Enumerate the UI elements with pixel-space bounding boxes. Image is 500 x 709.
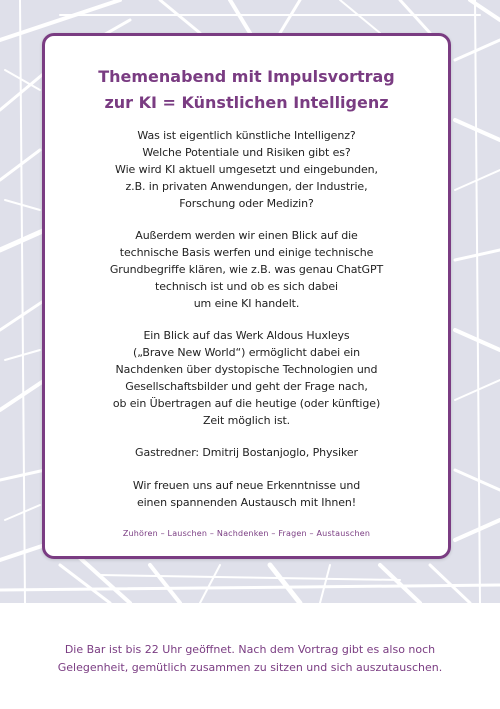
text-line: Was ist eigentlich künstliche Intelligenz? [137,129,356,142]
text-line: technisch ist und ob es sich dabei [154,280,339,293]
text-line: Wir freuen uns auf neue Erkenntnisse und [132,479,361,492]
text-line: Forschung oder Medizin? [179,197,314,210]
text-line: Nachdenken über dystopische Technologien und [115,363,378,376]
event-title [45,64,448,116]
text-line: Gesellschaftsbilder und geht der Frage nach, [125,380,368,393]
footer-note [0,641,500,677]
text-line: Welche Potentiale und Risiken gibt es? [142,146,351,159]
text-line: ob ein Übertragen auf die heutige (oder künftige) [112,397,381,410]
text-line: einen spannenden Austausch mit Ihnen! [136,496,357,509]
event-title-line: zur KI = Künstlichen Intelligenz [104,93,389,112]
text-line: Ein Blick auf das Werk Aldous Huxleys [143,329,350,342]
technical-basis-paragraph [45,227,448,312]
text-line: z.B. in privaten Anwendungen, der Industrie, [125,180,368,193]
text-line: technische Basis werfen und einige technische [119,246,374,259]
text-line: Außerdem werden wir einen Blick auf die [135,229,358,242]
text-line: Gastredner: Dmitrij Bostanjoglo, Physiker [135,446,358,459]
closing-paragraph [45,477,448,511]
text-line: Wie wird KI aktuell umgesetzt und eingebunden, [115,163,378,176]
intro-paragraph [45,127,448,212]
guest-speaker [45,444,448,461]
tagline: Zuhören – Lauschen – Nachdenken – Fragen – Austauschen [122,529,371,538]
footer-line: Die Bar ist bis 22 Uhr geöffnet. Nach dem Vortrag gibt es also noch [64,643,436,656]
text-line: Grundbegriffe klären, wie z.B. was genau ChatGPT [109,263,384,276]
event-title-line: Themenabend mit Impulsvortrag [98,67,395,86]
footer-line: Gelegenheit, gemütlich zusammen zu sitzen und sich auszutauschen. [57,661,443,674]
text-line: („Brave New World“) ermöglicht dabei ein [133,346,360,359]
event-card [42,33,451,559]
huxley-paragraph [45,327,448,429]
text-line: um eine KI handelt. [193,297,300,310]
text-line: Zeit möglich ist. [202,414,291,427]
